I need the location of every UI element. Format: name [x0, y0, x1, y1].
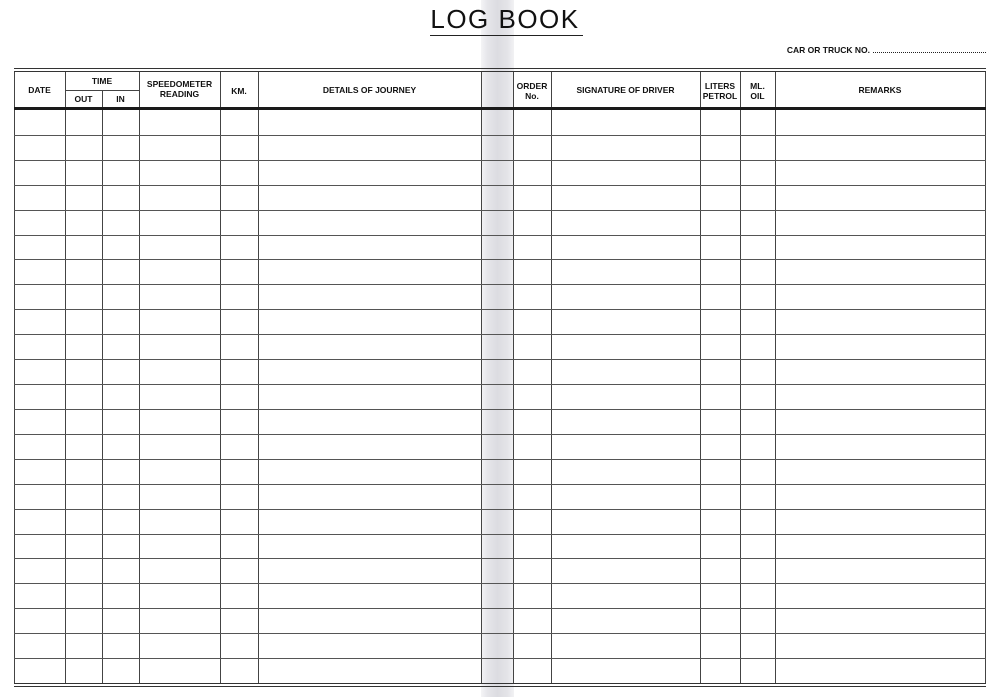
column-border [220, 72, 221, 684]
title-underline [430, 35, 583, 36]
vehicle-number-field[interactable] [787, 45, 986, 55]
table-bottom-rule-inner [14, 686, 986, 687]
column-border [139, 72, 140, 684]
table-row-line [14, 658, 986, 659]
table-top-rule [14, 68, 986, 69]
header-speedometer-line2: READING [159, 89, 200, 99]
header-speedometer-line1: SPEEDOMETER [146, 79, 213, 89]
header-details-of-journey: DETAILS OF JOURNEY [322, 84, 417, 95]
table-row-line [14, 334, 986, 335]
header-time: TIME [91, 76, 113, 86]
column-border [258, 72, 259, 684]
table-row-line [14, 384, 986, 385]
header-oil-line1: ML. [750, 81, 765, 91]
book-gutter [481, 0, 514, 697]
table-row-line [14, 210, 986, 211]
table-row-line [14, 284, 986, 285]
table-row-line [14, 185, 986, 186]
table-row-line [14, 409, 986, 410]
header-date: DATE [28, 84, 51, 95]
column-border [740, 72, 741, 684]
header-ml-oil [740, 72, 775, 110]
table-row-line [14, 434, 986, 435]
vehicle-number-blank[interactable] [873, 46, 986, 53]
table-row-line [14, 558, 986, 559]
table-row-line [14, 135, 986, 136]
column-border [102, 90, 103, 684]
vehicle-number-label: CAR OR TRUCK NO. [786, 45, 870, 55]
header-bottom-rule [14, 107, 986, 110]
header-speedometer-reading [139, 72, 220, 106]
table-row-line [14, 509, 986, 510]
header-liters-line1: LITERS [704, 81, 736, 91]
header-order-number [513, 72, 551, 110]
column-border [481, 72, 482, 684]
table-row-line [14, 633, 986, 634]
column-border [985, 72, 986, 684]
column-border [513, 72, 514, 684]
header-order-line1: ORDER [516, 81, 548, 91]
column-border [14, 72, 15, 684]
table-row-line [14, 608, 986, 609]
table-row-line [14, 160, 986, 161]
column-border [65, 72, 66, 684]
table-bottom-rule [14, 683, 986, 684]
header-time-in: IN [116, 93, 125, 104]
header-km: KM. [231, 86, 247, 96]
table-row-line [14, 359, 986, 360]
header-time-out: OUT [74, 93, 93, 104]
table-row-line [14, 459, 986, 460]
header-liters-line2: PETROL [702, 91, 738, 101]
header-remarks: REMARKS [858, 84, 902, 95]
column-border [551, 72, 552, 684]
table-row-line [14, 309, 986, 310]
column-border [700, 72, 701, 684]
table-row-line [14, 484, 986, 485]
table-row-line [14, 534, 986, 535]
header-liters-petrol [700, 72, 740, 110]
page-title: LOG BOOK [430, 4, 580, 34]
header-oil-line2: OIL [750, 91, 765, 101]
column-border [775, 72, 776, 684]
header-signature-of-driver: SIGNATURE OF DRIVER [576, 84, 675, 95]
table-row-line [14, 235, 986, 236]
table-row-line [14, 583, 986, 584]
header-order-line2: No. [525, 91, 539, 101]
table-row-line [14, 259, 986, 260]
